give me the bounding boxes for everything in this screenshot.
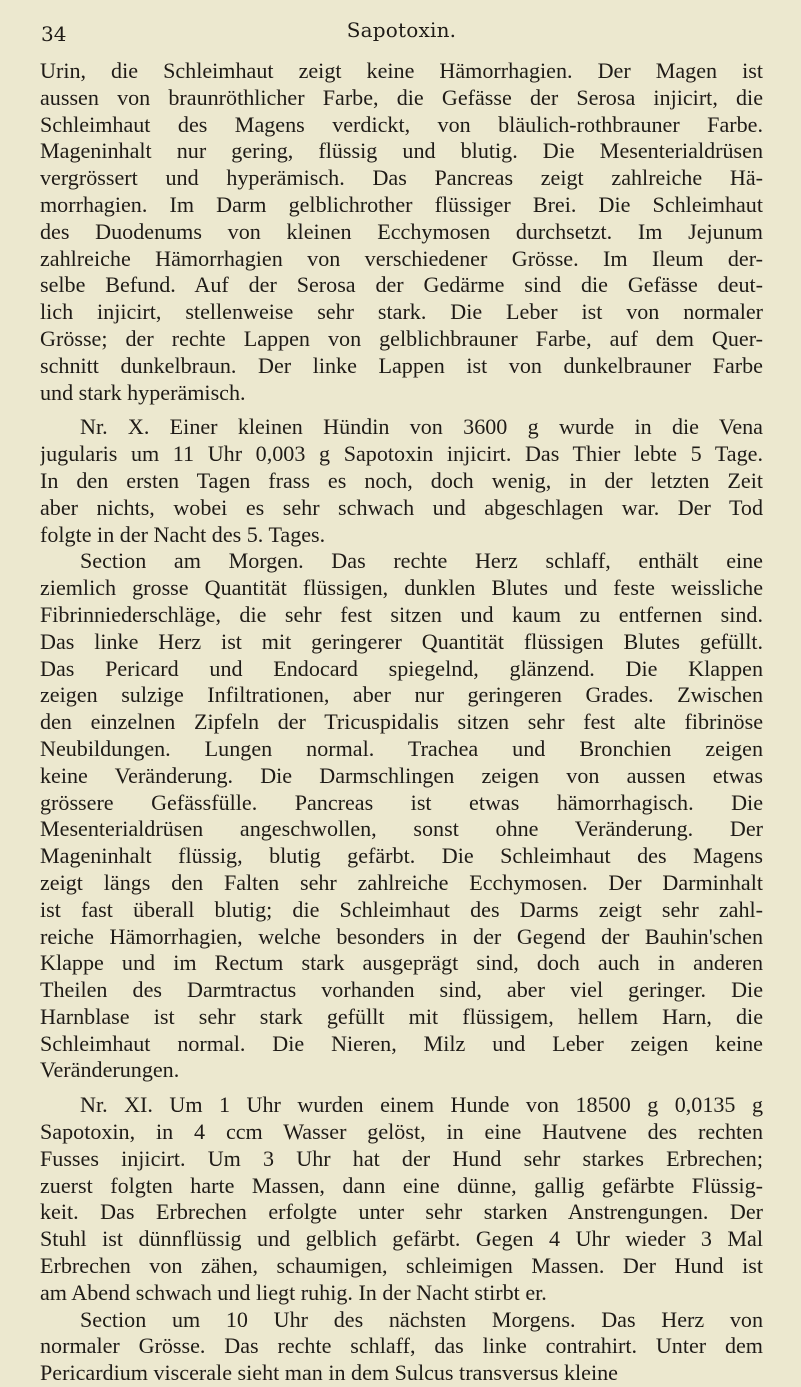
text-line: des Duodenums von kleinen Ecchymosen durchsetzt. Im Jejunum	[40, 218, 763, 244]
text-line: keit. Das Erbrechen erfolgte unter sehr starken Anstrengungen. Der	[40, 1199, 763, 1225]
text-line: Pericardium viscerale sieht man in dem Sulcus transversus kleine	[40, 1360, 618, 1386]
text-line: ist fast überall blutig; die Schleimhaut des Darms zeigt sehr zahl-	[40, 896, 763, 922]
text-line: vergrössert und hyperämisch. Das Pancreas zeigt zahlreiche Hä-	[40, 165, 763, 191]
text-line: Fibrinniederschläge, die sehr fest sitzen und kaum zu entfernen sind.	[40, 601, 763, 627]
text-line: zeigen sulzige Infiltrationen, aber nur geringeren Grades. Zwischen	[40, 682, 763, 708]
text-line: aber nichts, wobei es sehr schwach und abgeschlagen war. Der Tod	[40, 494, 763, 520]
text-line: Das Pericard und Endocard spiegelnd, glänzend. Die Klappen	[40, 655, 763, 681]
text-line: Klappe und im Rectum stark ausgeprägt sind, doch auch in anderen	[40, 950, 763, 976]
text-line: jugularis um 11 Uhr 0,003 g Sapotoxin injicirt. Das Thier lebte 5 Tage.	[40, 441, 763, 467]
text-line: aussen von braunröthlicher Farbe, die Gefässe der Serosa injicirt, die	[40, 84, 763, 110]
text-line: Section am Morgen. Das rechte Herz schlaff, enthält eine	[80, 548, 763, 574]
text-line: keine Veränderung. Die Darmschlingen zeigen von aussen etwas	[40, 762, 763, 788]
text-line: Erbrechen von zähen, schaumigen, schleimigen Massen. Der Hund ist	[40, 1253, 763, 1279]
paragraph	[40, 58, 763, 406]
page-number: 34	[41, 22, 67, 46]
text-line: Schleimhaut normal. Die Nieren, Milz und Leber zeigen keine	[40, 1030, 763, 1056]
text-line: Mageninhalt flüssig, blutig gefärbt. Die Schleimhaut des Magens	[40, 843, 763, 869]
paragraph	[40, 1092, 763, 1387]
text-line: schnitt dunkelbraun. Der linke Lappen ist von dunkelbrauner Farbe	[40, 352, 763, 378]
text-line: Mageninhalt nur gering, flüssig und blutig. Die Mesenterialdrüsen	[40, 138, 763, 164]
page-header	[40, 18, 763, 58]
text-line: den einzelnen Zipfeln der Tricuspidalis sitzen sehr fest alte fibrinöse	[40, 709, 763, 735]
text-line: Urin, die Schleimhaut zeigt keine Hämorrhagien. Der Magen ist	[40, 58, 763, 83]
text-line: ziemlich grosse Quantität flüssigen, dunklen Blutes und feste weissliche	[40, 575, 763, 601]
text-line: Schleimhaut des Magens verdickt, von bläulich-rothbrauner Farbe.	[40, 111, 763, 137]
text-line: In den ersten Tagen frass es noch, doch wenig, in der letzten Zeit	[40, 467, 763, 493]
text-line: Stuhl ist dünnflüssig und gelblich gefärbt. Gegen 4 Uhr wieder 3 Mal	[40, 1226, 763, 1252]
body-text	[40, 58, 763, 1387]
paragraph	[40, 414, 763, 1084]
text-line: am Abend schwach und liegt ruhig. In der Nacht stirbt er.	[40, 1279, 547, 1305]
text-line: morrhagien. Im Darm gelblichrother flüssiger Brei. Die Schleimhaut	[40, 191, 763, 217]
text-line: Fusses injicirt. Um 3 Uhr hat der Hund sehr starkes Erbrechen;	[40, 1145, 763, 1171]
text-line: Das linke Herz ist mit geringerer Quantität flüssigen Blutes gefüllt.	[40, 628, 763, 654]
text-line: zeigt längs den Falten sehr zahlreiche Ecchymosen. Der Darminhalt	[40, 869, 763, 895]
text-line: lich injicirt, stellenweise sehr stark. Die Leber ist von normaler	[40, 299, 763, 325]
text-line: reiche Hämorrhagien, welche besonders in der Gegend der Bauhin'schen	[40, 923, 763, 949]
running-title: Sapotoxin.	[346, 18, 457, 42]
text-line: Section um 10 Uhr des nächsten Morgens. Das Herz von	[80, 1306, 763, 1332]
text-line: Harnblase ist sehr stark gefüllt mit flüssigem, hellem Harn, die	[40, 1003, 763, 1029]
text-line: Theilen des Darmtractus vorhanden sind, aber viel geringer. Die	[40, 977, 763, 1003]
text-line: grössere Gefässfülle. Pancreas ist etwas hämorrhagisch. Die	[40, 789, 763, 815]
text-line: Sapotoxin, in 4 ccm Wasser gelöst, in eine Hautvene des rechten	[40, 1119, 763, 1145]
text-line: selbe Befund. Auf der Serosa der Gedärme sind die Gefässe deut-	[40, 272, 763, 298]
text-line: folgte in der Nacht des 5. Tages.	[40, 521, 326, 547]
text-line: Grösse; der rechte Lappen von gelblichbrauner Farbe, auf dem Quer-	[40, 325, 763, 351]
text-line: normaler Grösse. Das rechte schlaff, das linke contrahirt. Unter dem	[40, 1333, 763, 1359]
text-line: Veränderungen.	[40, 1057, 180, 1083]
text-line: zahlreiche Hämorrhagien von verschiedener Grösse. Im Ileum der-	[40, 245, 763, 271]
text-line: Neubildungen. Lungen normal. Trachea und Bronchien zeigen	[40, 735, 763, 761]
text-line: Nr. X. Einer kleinen Hündin von 3600 g wurde in die Vena	[80, 414, 763, 440]
text-line: Nr. XI. Um 1 Uhr wurden einem Hunde von 18500 g 0,0135 g	[80, 1092, 763, 1118]
text-line: zuerst folgten harte Massen, dann eine dünne, gallig gefärbte Flüssig-	[40, 1172, 763, 1198]
text-line: und stark hyperämisch.	[40, 379, 246, 405]
text-line: Mesenterialdrüsen angeschwollen, sonst ohne Veränderung. Der	[40, 816, 763, 842]
